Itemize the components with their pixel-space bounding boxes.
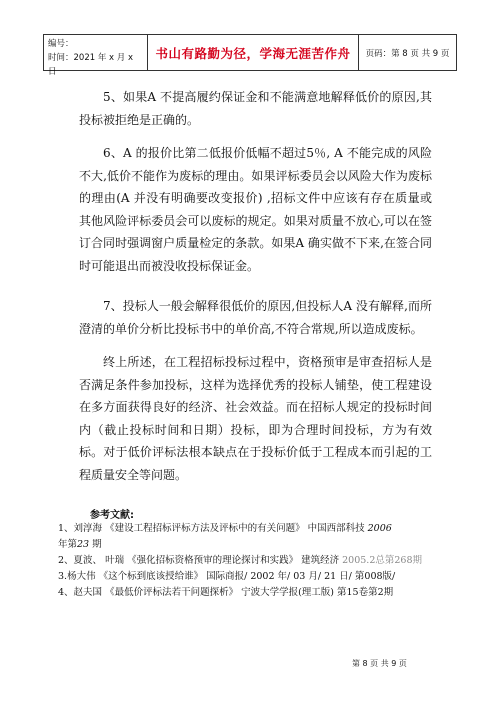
paragraph-conclusion: 终上所述，在工程招标投标过程中，资格预审是审查招标人是否满足条件参加投标，这样为选择优秀的投标人铺垫，使工程建设在多方面获得良好的经济、社会效益。而在招标人规定的投标时间内（截止投标时间和日期）投标，即为合理时间投标，方为有效标。对于低价评标法根本缺点在于投标价低于工程成本而引起的工程质量安全等问题。 (79, 355, 432, 482)
reference-1-issue-a: 年第 (58, 539, 78, 550)
reference-2-main: 2、夏波、 叶瑞 《强化招标资格预审的理论探讨和实践》 建筑经济 (58, 555, 343, 566)
paragraph-5: 5、如果A 不提高履约保证金和不能满意地解释低价的原因,其投标被拒绝是正确的。 (79, 90, 432, 127)
references-list (58, 521, 448, 601)
header-motto: 书山有路勤为径，学海无涯苦作舟 (148, 35, 359, 70)
reference-1-issue-c: 期 (89, 539, 102, 550)
reference-2-grey: 2005.2总第268期 (342, 555, 422, 566)
references-title: 参考文献: (90, 510, 134, 521)
number-label: 编号： (48, 39, 74, 49)
reference-4: 4、赵夫国 《最低价评标法若干问题探析》 宁波大学学报(理工版) 第15卷第2期 (58, 587, 394, 598)
reference-3: 3.杨大伟 《这个标到底该授给谁》 国际商报/ 2002 年/ 03 月/ 21 日/ 第008版/ (58, 571, 396, 582)
paragraph-7: 7、投标人一般会解释很低价的原因,但投标人A 没有解释,而所澄清的单价分析比投标书中的单价高,不符合常规,所以造成废标。 (79, 299, 432, 336)
page-footer: 第 8 页 共 9 页 (352, 659, 407, 668)
reference-1-issue-b: 23 (77, 539, 90, 550)
header-page-info: 页码：第 8 页 共 9 页 (365, 48, 450, 59)
header-meta (44, 35, 148, 77)
reference-1-year: 2006 (367, 523, 392, 534)
page-header (43, 34, 457, 77)
paragraph-6: 6、A 的报价比第二低报价低幅不超过5％, A 不能完成的风险不大,低价不能作为废标的理由。如果评标委员会以风险大作为废标的理由(A 并没有明确要改变报价) ,招标文件中应该有存在质量或其他风险评标委员会可以废标的规定。如果对质量不放心,可以在签订合同时强调窗户质量检定的条款。如果A 确实做不下来,在签合同时可能退出而被没收投标保证金。 (79, 146, 432, 273)
reference-2 (58, 553, 448, 569)
time-label: 时间：2021 年 x 月 x 日 (48, 53, 134, 77)
reference-1 (58, 521, 448, 553)
reference-1-main: 1、刘淳海 《建设工程招标评标方法及评标中的有关问题》 中国西部科技 (58, 523, 368, 534)
